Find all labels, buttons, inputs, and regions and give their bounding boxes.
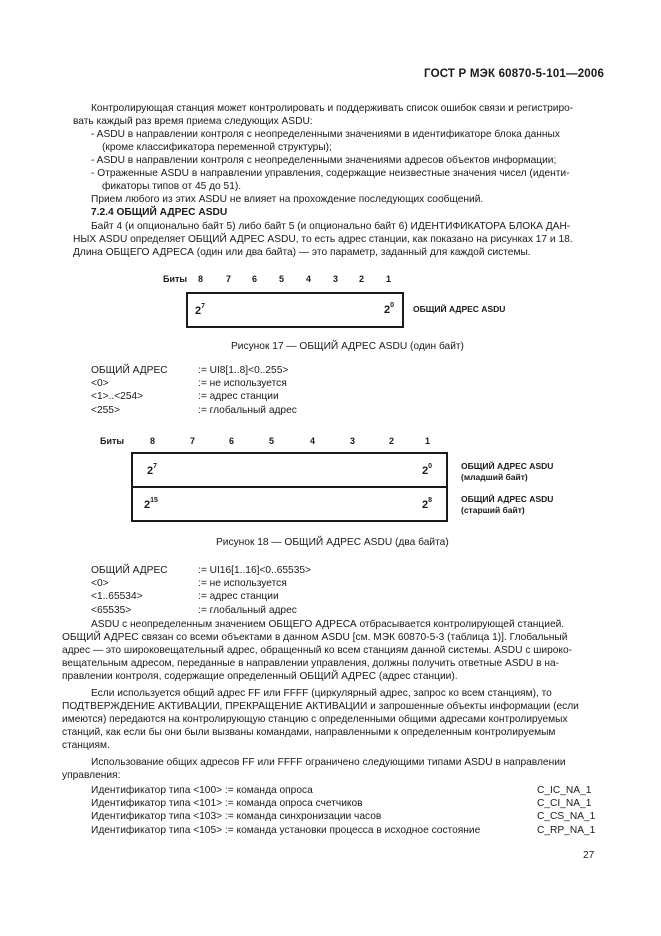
def-key: <1>..<254> — [91, 391, 144, 402]
type-code: C_CS_NA_1 — [537, 811, 596, 822]
row-label: ОБЩИЙ АДРЕС ASDU — [461, 461, 554, 471]
body-line: ASDU с неопределенным значением ОБЩЕГО АДРЕСА отбрасывается контролирующей станцией. — [91, 619, 565, 630]
def-key: <0> — [91, 378, 109, 389]
bullet-line: - ASDU в направлении контроля с неопределенными значениями в идентификаторе блока данных — [91, 129, 560, 140]
bit-number: 1 — [386, 274, 392, 284]
bit-number: 3 — [333, 274, 339, 284]
bullet-line: - Отраженные ASDU в направлении управления, содержащие неизвестные значения чисел (иденти- — [91, 168, 570, 179]
bullet-line: фикаторы типов от 45 до 51). — [102, 181, 242, 192]
def-key: <65535> — [91, 605, 132, 616]
body-line: правлении контроля, содержащие определенный ОБЩИЙ АДРЕС (адрес станции). — [62, 671, 458, 682]
body-line: ПОДТВЕРЖДЕНИЕ АКТИВАЦИИ, ПРЕКРАЩЕНИЕ АКТИВАЦИИ и запрошенные объекты информации (если — [62, 701, 579, 712]
def-value: := глобальный адрес — [198, 605, 297, 616]
body-line: Если используется общий адрес FF или FFFF (циркулярный адрес, запрос ко всем станциям), то — [91, 688, 552, 699]
body-line: адрес — это широковещательный адрес, обращенный ко всем станциям данной системы. ASDU с широко- — [62, 645, 573, 656]
type-item: Идентификатор типа <100> := команда опроса — [91, 785, 313, 796]
body-line: станций, как если бы они были вызваны командами, направленными к определенным контролируемым — [62, 727, 556, 738]
intro-line: Прием любого из этих ASDU не влияет на прохождение последующих сообщений. — [91, 194, 484, 205]
body-line: станциям. — [62, 740, 110, 751]
type-code: C_IC_NA_1 — [537, 785, 592, 796]
section-line: Длина ОБЩЕГО АДРЕСА (один или два байта) — это параметр, заданный для каждой системы. — [73, 247, 531, 258]
bit-number: 3 — [350, 436, 356, 446]
row-label: (старший байт) — [461, 505, 525, 515]
section-line: НЫХ ASDU определяет ОБЩИЙ АДРЕС ASDU, то есть адрес станции, как показано на рисунках 17 и 18. — [73, 234, 573, 245]
def-value: := адрес станции — [198, 591, 279, 602]
type-item: Идентификатор типа <103> := команда синхронизации часов — [91, 811, 382, 822]
byte-box — [186, 292, 404, 328]
row-label: (младший байт) — [461, 472, 528, 482]
bit-number: 2 — [359, 274, 365, 284]
row-label: ОБЩИЙ АДРЕС ASDU — [461, 494, 554, 504]
page-number: 27 — [583, 850, 595, 861]
row-label: ОБЩИЙ АДРЕС ASDU — [413, 304, 506, 314]
intro-line: Контролирующая станция может контролировать и поддерживать список ошибок связи и регистриро- — [91, 103, 574, 114]
intro-line: вать каждый раз время приема следующих ASDU: — [73, 116, 313, 127]
bullet-line: (кроме классификатора переменной структуры); — [102, 142, 332, 153]
def-value: := не используется — [198, 378, 287, 389]
bit-number: 7 — [226, 274, 232, 284]
body-line: Использование общих адресов FF или FFFF ограничено следующими типами ASDU в направлении — [91, 757, 566, 768]
bullet-line: - ASDU в направлении контроля с неопределенными значениями адресов объектов информации; — [91, 155, 557, 166]
bit-number: 8 — [198, 274, 204, 284]
type-item: Идентификатор типа <101> := команда опроса счетчиков — [91, 798, 363, 809]
type-code: C_CI_NA_1 — [537, 798, 592, 809]
def-value: := UI8[1..8]<0..255> — [198, 365, 289, 376]
type-code: C_RP_NA_1 — [537, 825, 596, 836]
bit-number: 6 — [229, 436, 235, 446]
type-item: Идентификатор типа <105> := команда установки процесса в исходное состояние — [91, 825, 481, 836]
figure-caption: Рисунок 18 — ОБЩИЙ АДРЕС ASDU (два байта) — [216, 537, 449, 548]
def-key: ОБЩИЙ АДРЕС — [91, 565, 168, 576]
def-key: ОБЩИЙ АДРЕС — [91, 365, 168, 376]
def-value: := глобальный адрес — [198, 405, 297, 416]
bit-number: 4 — [306, 274, 312, 284]
figure-caption: Рисунок 17 — ОБЩИЙ АДРЕС ASDU (один байт) — [231, 341, 464, 352]
r1-lsb-weight: $2^0$ — [422, 463, 433, 477]
r2-msb-weight: $2^{15}$ — [144, 497, 158, 511]
byte-divider — [131, 486, 448, 488]
body-line: вещательным адресом, переданные в направлении управления, должны получить ответные ASDU в на- — [62, 658, 560, 669]
def-key: <0> — [91, 578, 109, 589]
bit-number: 2 — [389, 436, 395, 446]
body-line: управления: — [62, 770, 121, 781]
bit-number: 6 — [252, 274, 258, 284]
bit-number: 5 — [279, 274, 285, 284]
bits-label: Биты — [100, 436, 125, 446]
section-heading: 7.2.4 ОБЩИЙ АДРЕС ASDU — [91, 207, 228, 218]
def-key: <1..65534> — [91, 591, 143, 602]
section-line: Байт 4 (и опционально байт 5) либо байт 5 (и опционально байт 6) ИДЕНТИФИКАТОРА БЛОКА ДАН- — [91, 221, 571, 232]
def-key: <255> — [91, 405, 120, 416]
body-line: ОБЩИЙ АДРЕС связан со всеми объектами в данном ASDU [см. МЭК 60870-5-3 (таблица 1)]. Глобальный — [62, 632, 568, 643]
def-value: := не используется — [198, 578, 287, 589]
page-header: ГОСТ Р МЭК 60870-5-101—2006 — [424, 68, 605, 80]
bit-number: 1 — [425, 436, 431, 446]
def-value: := UI16[1..16]<0..65535> — [198, 565, 312, 576]
r1-msb-weight: $2^7$ — [147, 463, 158, 477]
def-value: := адрес станции — [198, 391, 279, 402]
lsb-weight: $2^0$ — [384, 302, 395, 316]
bit-number: 8 — [150, 436, 156, 446]
bit-number: 7 — [190, 436, 196, 446]
bit-number: 4 — [310, 436, 316, 446]
bits-label: Биты — [163, 274, 188, 284]
body-line: имеются) передаются на контролирующую станцию с определенными общими адресами контролируемых — [62, 714, 568, 725]
msb-weight: $2^7$ — [195, 303, 206, 317]
r2-lsb-weight: $2^8$ — [422, 497, 433, 511]
bit-number: 5 — [269, 436, 275, 446]
